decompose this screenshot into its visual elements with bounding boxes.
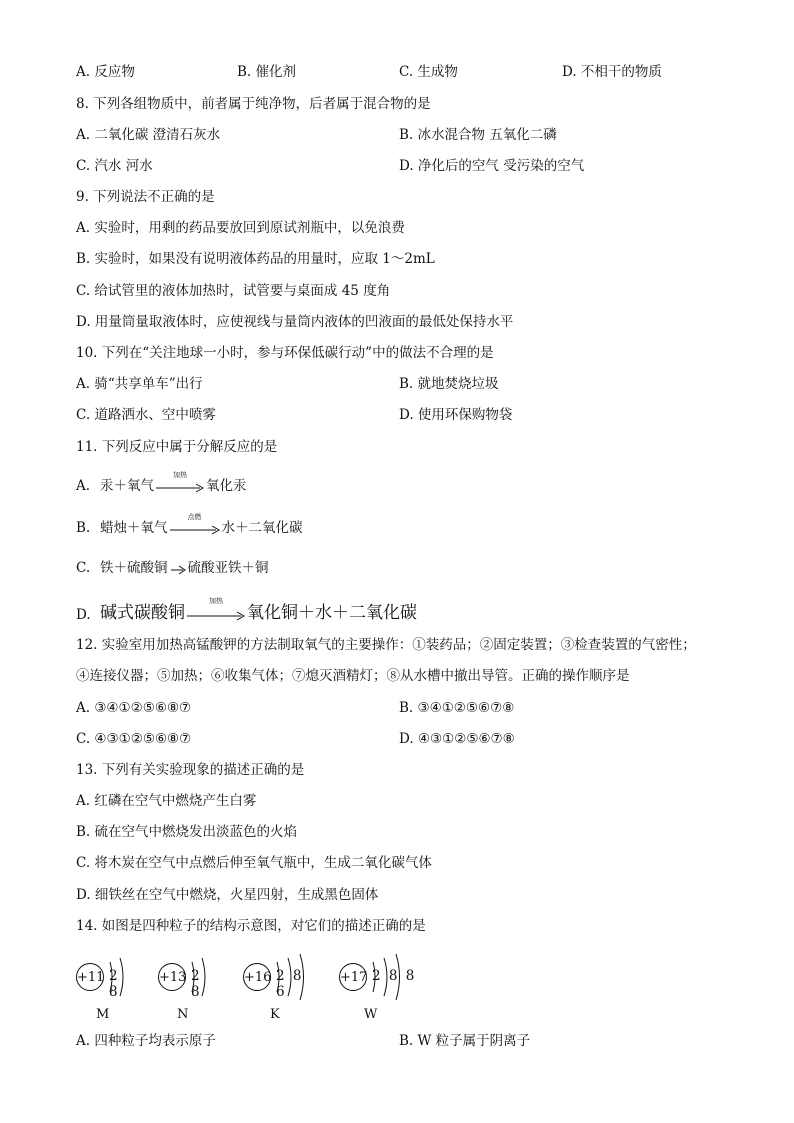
q13-option-c[interactable]: C. 将木炭在空气中点燃后伸至氧气瓶中，生成二氧化碳气体 bbox=[76, 855, 432, 871]
q12-stem-line2: ④连接仪器；⑤加热；⑥收集气体；⑦熄灭酒精灯；⑧从水槽中撤出导管。正确的操作顺序是 bbox=[76, 668, 630, 684]
reaction-arrow bbox=[170, 513, 220, 536]
q8-stem: 8. 下列各组物质中，前者属于纯净物，后者属于混合物的是 bbox=[76, 96, 431, 112]
particle-label-k: K bbox=[270, 1007, 280, 1022]
electron-shells: 2 8 6 bbox=[276, 968, 304, 1000]
reactants: 蜡烛＋氧气 bbox=[100, 520, 168, 536]
q8-option-b[interactable]: B. 冰水混合物 五氧化二磷 bbox=[399, 127, 557, 143]
q12-option-a[interactable]: A. ③④①②⑤⑥⑧⑦ bbox=[76, 700, 192, 716]
reaction-arrow bbox=[170, 564, 186, 576]
q10-option-c[interactable]: C. 道路洒水、空中喷雾 bbox=[76, 407, 216, 423]
q9-option-c[interactable]: C. 给试管里的液体加热时，试管要与桌面成 45 度角 bbox=[76, 283, 391, 299]
q9-option-b[interactable]: B. 实验时，如果没有说明液体药品的用量时，应取 1～2mL bbox=[76, 251, 435, 267]
nucleus-charge: +17 bbox=[339, 963, 367, 991]
q12-option-b[interactable]: B. ③④①②⑤⑥⑦⑧ bbox=[399, 700, 515, 716]
q7-option-c[interactable]: C. 生成物 bbox=[399, 64, 458, 80]
nucleus-charge: +11 bbox=[76, 963, 104, 991]
q14-stem: 14. 如图是四种粒子的结构示意图，对它们的描述正确的是 bbox=[76, 918, 426, 934]
nucleus-charge: +16 bbox=[243, 963, 271, 991]
reaction-condition: 点燃 bbox=[187, 513, 202, 521]
q8-option-a[interactable]: A. 二氧化碳 澄清石灰水 bbox=[76, 127, 221, 143]
q7-option-b[interactable]: B. 催化剂 bbox=[237, 64, 297, 80]
q10-option-a[interactable]: A. 骑“共享单车”出行 bbox=[76, 376, 203, 392]
particle-diagram-n bbox=[158, 952, 218, 1012]
option-label: B. bbox=[76, 520, 91, 536]
q11-option-b[interactable] bbox=[76, 513, 303, 536]
electron-shells: 2 8 bbox=[191, 968, 202, 1000]
reaction-arrow bbox=[187, 597, 245, 623]
reaction-condition: 加热 bbox=[173, 471, 187, 479]
products: 氧化铜＋水＋二氧化碳 bbox=[247, 603, 417, 623]
option-label: C. bbox=[76, 560, 91, 576]
q13-option-d[interactable]: D. 细铁丝在空气中燃烧，火星四射，生成黑色固体 bbox=[76, 887, 379, 903]
particle-diagram-k bbox=[243, 952, 319, 1012]
q10-option-d[interactable]: D. 使用环保购物袋 bbox=[399, 407, 513, 423]
q11-option-d[interactable] bbox=[76, 598, 417, 623]
q14-option-a[interactable]: A. 四种粒子均表示原子 bbox=[76, 1033, 216, 1049]
particle-diagram-m bbox=[76, 952, 136, 1012]
electron-shells: 2 8 8 bbox=[372, 968, 417, 984]
q7-option-a[interactable]: A. 反应物 bbox=[76, 64, 135, 80]
q13-stem: 13. 下列有关实验现象的描述正确的是 bbox=[76, 762, 305, 778]
products: 水＋二氧化碳 bbox=[221, 520, 303, 536]
q12-option-d[interactable]: D. ④③①②⑤⑥⑦⑧ bbox=[399, 731, 515, 747]
q10-stem: 10. 下列在“关注地球一小时，参与环保低碳行动”中的做法不合理的是 bbox=[76, 345, 494, 361]
q8-option-d[interactable]: D. 净化后的空气 受污染的空气 bbox=[399, 158, 585, 174]
particle-label-w: W bbox=[364, 1007, 378, 1022]
reactants: 铁＋硫酸铜 bbox=[100, 560, 168, 576]
q13-option-b[interactable]: B. 硫在空气中燃烧发出淡蓝色的火焰 bbox=[76, 824, 298, 840]
reaction-arrow bbox=[156, 471, 204, 494]
nucleus-charge: +13 bbox=[158, 963, 186, 991]
q9-stem: 9. 下列说法不正确的是 bbox=[76, 189, 215, 205]
option-label: D. bbox=[76, 607, 91, 623]
particle-diagram-w bbox=[339, 952, 419, 1012]
q7-option-d[interactable]: D. 不相干的物质 bbox=[562, 64, 662, 80]
particle-label-m: M bbox=[96, 1007, 110, 1022]
q9-option-d[interactable]: D. 用量筒量取液体时，应使视线与量筒内液体的凹液面的最低处保持水平 bbox=[76, 314, 514, 330]
q11-stem: 11. 下列反应中属于分解反应的是 bbox=[76, 439, 278, 455]
q12-stem-line1: 12. 实验室用加热高锰酸钾的方法制取氧气的主要操作：①装药品；②固定装置；③检查装置的气密性； bbox=[76, 637, 696, 653]
products: 硫酸亚铁＋铜 bbox=[187, 560, 269, 576]
q14-option-b[interactable]: B. W 粒子属于阴离子 bbox=[399, 1033, 531, 1049]
products: 氧化汞 bbox=[206, 478, 247, 494]
reactants: 汞＋氧气 bbox=[100, 478, 154, 494]
q11-option-a[interactable] bbox=[76, 471, 247, 494]
reactants: 碱式碳酸铜 bbox=[100, 603, 185, 623]
q11-option-c[interactable] bbox=[76, 556, 269, 576]
q13-option-a[interactable]: A. 红磷在空气中燃烧产生白雾 bbox=[76, 793, 257, 809]
electron-shells: 2 8 bbox=[109, 968, 120, 1000]
option-label: A. bbox=[76, 478, 91, 494]
particle-label-n: N bbox=[177, 1007, 189, 1022]
q8-option-c[interactable]: C. 汽水 河水 bbox=[76, 158, 153, 174]
reaction-condition: 加热 bbox=[209, 597, 223, 605]
q10-option-b[interactable]: B. 就地焚烧垃圾 bbox=[399, 376, 499, 392]
q9-option-a[interactable]: A. 实验时，用剩的药品要放回到原试剂瓶中，以免浪费 bbox=[76, 220, 405, 236]
q12-option-c[interactable]: C. ④③①②⑤⑥⑧⑦ bbox=[76, 731, 192, 747]
